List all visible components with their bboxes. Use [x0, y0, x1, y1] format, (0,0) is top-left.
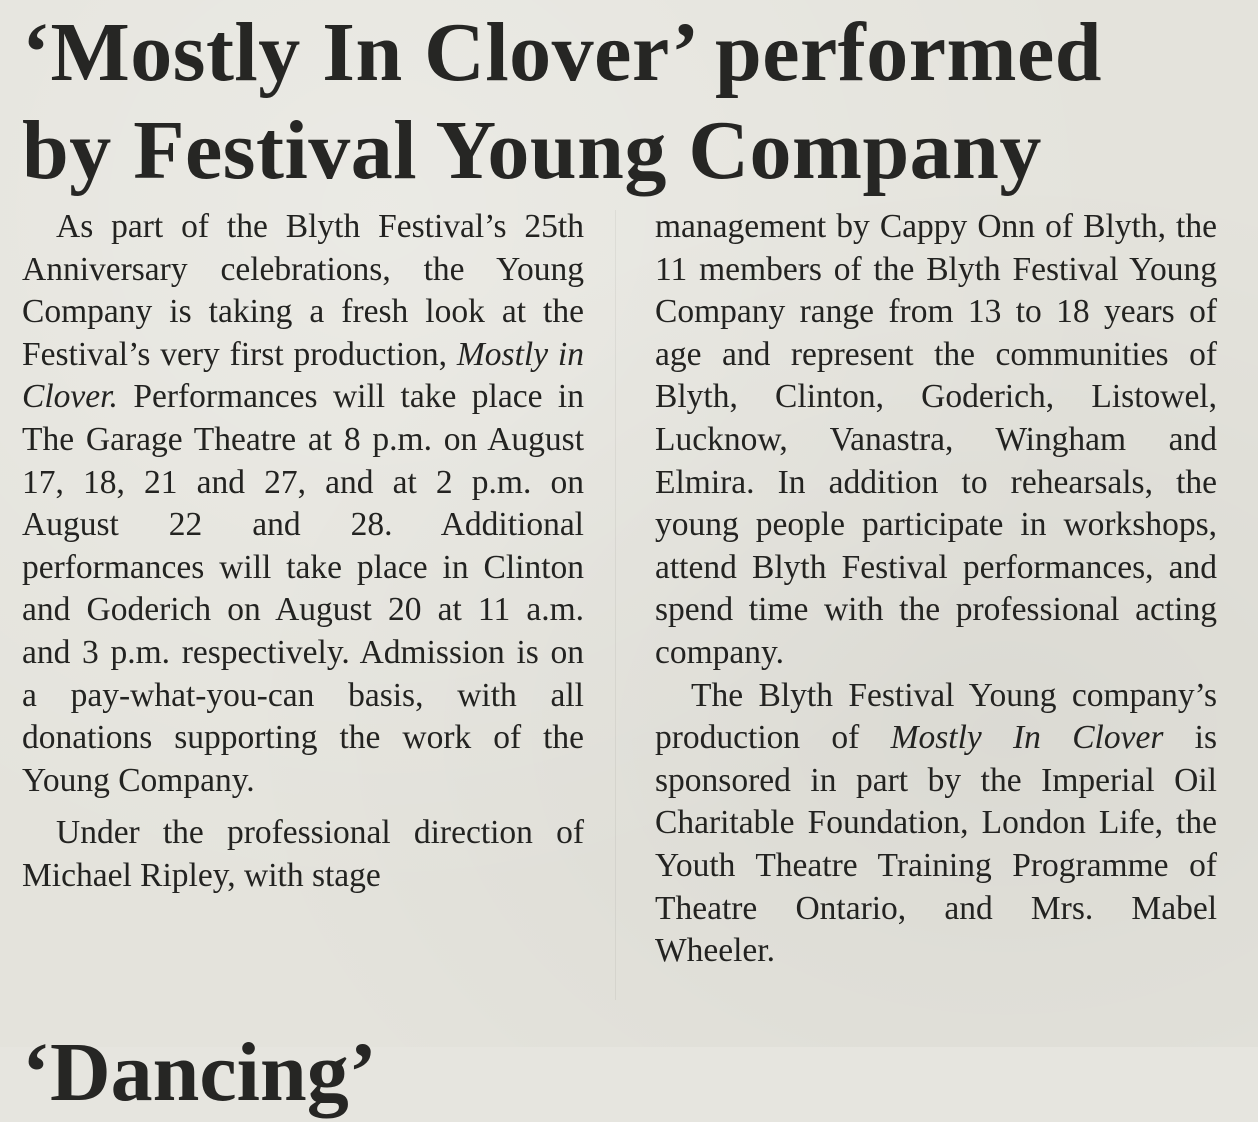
next-article-headline-fragment: ‘Dancing’ — [22, 1026, 377, 1119]
play-title: Mostly In Clover — [890, 719, 1164, 757]
paragraph-text: As part of the Blyth Festival’s 25th Anniversary celebrations, the Young Company is taking a fresh look at the Festival’s very first production, — [22, 208, 584, 373]
article-column-right — [655, 206, 1217, 973]
paragraph-company-members: management by Cappy Onn of Blyth, the 11 members of the Blyth Festival Young Company range from 13 to 18 years of age and represent the communities of Blyth, Clinton, Goderich, Listowel, Lucknow, Vanastra, Wingham and Elmira. In addition to rehearsals, the young people participate in workshops, attend Blyth Festival performances, and spend time with the professional acting company. — [655, 208, 1217, 671]
article-headline — [22, 4, 1242, 200]
paragraph-direction: Under the professional direction of Michael Ripley, with stage — [22, 814, 584, 894]
paragraph-performances — [22, 206, 584, 802]
paragraph-sponsors — [655, 675, 1217, 973]
paragraph-text: The Blyth Festival Young company’s production of — [655, 676, 1217, 757]
article-column-left — [22, 206, 584, 898]
headline-line-2: by Festival Young Company — [22, 104, 1042, 197]
column-divider — [615, 210, 616, 1000]
headline-line-1: ‘Mostly In Clover’ performed — [22, 6, 1102, 99]
paragraph-text: is sponsored in part by the Imperial Oil Charitable Foundation, London Life, the Youth Theatre Training Programme of Theatre Ontario, and Mrs. Mabel Wheeler. — [655, 719, 1217, 970]
play-title: Mostly in Clover. — [22, 335, 584, 416]
paragraph-text: Performances will take place in The Garage Theatre at 8 p.m. on August 17, 18, 21 and 27, and at 2 p.m. on August 22 and 28. Additional performances will take place in Clinton and Goderich on August 20 at 11 a.m. and 3 p.m. respectively. Admission is on a pay-what-you-can basis, with all donations supporting the work of the Young Company. — [22, 378, 584, 799]
